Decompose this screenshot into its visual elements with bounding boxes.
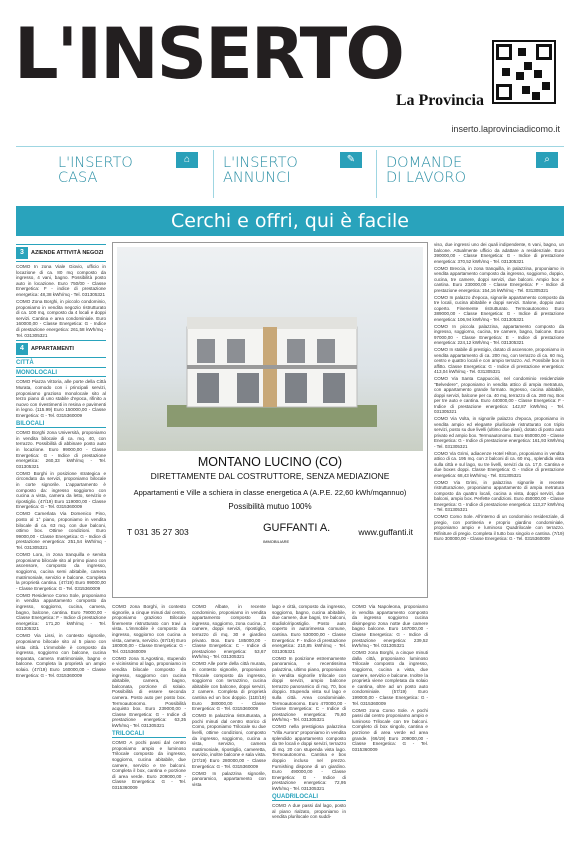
pencil-icon[interactable]: ✎ (340, 152, 362, 168)
section-number: 4 (16, 343, 28, 355)
section-label: AZIENDE ATTIVITÀ NEGOZI (31, 250, 104, 256)
subsection-title: MONOLOCALI (16, 371, 106, 378)
logo: L'INSERTO (14, 13, 403, 95)
banner: Cerchi e offri, qui è facile (16, 206, 564, 236)
section-header (16, 244, 106, 262)
listing: COMO Zona Borghi, in piccolo condominio, proponiamo in vendita negozio ristrutturato di ca. 100 mq, composto da 4 locali e doppi servizi. Cantina e area condominiale. Euro 160000,00 - Classe Energetica: G - Indice di prestazione energetica: 261,58 kWh/mq - Tel. 031305321 (16, 299, 106, 338)
search-icon[interactable]: ⌕ (536, 152, 558, 168)
ad-company-logo (263, 523, 330, 547)
subsection-title: BILOCALI (16, 422, 106, 429)
listing: COMO Borghi in posizione strategica e circondato da servizi, proponiamo bilocale in corte signorile. L'appartamento è composto da: ingresso soggiorno con cucina a vista, camera da letto, servizio e ripostiglio. (47/19) Euro 119000,00 - Classe Energetica: G - Tel. 0315360009 (16, 470, 106, 510)
nav-lavoro[interactable] (386, 150, 526, 206)
ad-phone[interactable]: T 031 35 27 303 (127, 527, 189, 537)
lower-column-3 (272, 604, 346, 821)
listing: COMO Via Grimi, adiacenze Hotel Hilton, proponiamo in vendita attico di ca. 195 mq. con 2 balconi di ca. 60 mq., splendida vista sulla città e sul lago, su tre livelli, servizi da ca. 17,0. Cantina e due boxes doppi. Classe Energetica: G - Indice di prestazione energetica: 68,43 kWh/mq - Tel. 031305321 (434, 450, 564, 478)
house-illustration (167, 287, 377, 427)
listing: viso, due ingressi uno dei quali indipendente, 6 vani, bagno, un balcone. Attualmente ufficio da adattare a residenziale. Euro 390000,00 - Classe Energetica: G - Indice di prestazione energetica: 370,52 kWh/mq - Tel. 031305321 (434, 242, 564, 264)
nav-annunci-line2: ANNUNCI (223, 170, 291, 186)
listing: COMO In stabile di prestigio, dotato di ascensore, proponiamo in vendita appartamento di ca. 200 mq, con terrazzo di ca. 60 mq, centro e quattro locali e con ampio terrazzo. Ad. Possibile box in affitto. Classe Energetica: G - Indice di prestazione energetica: 413,04 kWh/mq - Tel. 031305321 (434, 347, 564, 374)
listing: COMO In palazzina ristrutturata, a pochi minuti dal centro storico di Como, proponiamo Trilocale su due livelli, ottime condizioni, composto da ingresso, soggiorno, cucina a vista, servizio, camera matrimoniale, ripostiglio, cameretta, servizio, inoltre balcone e sala vista. (27/19) Euro 280000,00 - Classe Energetica: G - Tel. 0315360009 (192, 713, 266, 769)
listing: COMO Via Napoleona, proponiamo in vendita appartamento composto da ingresso soggiorno cucina disimpegno zona notte due camere bagno balcone. Euro 167000,00 - Classe Energetica: G - Indice di prestazione energetica: 239,52 kWh/mq - Tel. 031305321 (352, 604, 428, 649)
ad-website[interactable]: www.guffanti.it (358, 527, 413, 537)
listing: COMO A pochi passi dal centro proponiamo ampio e luminoso Trilocale composto da ingresso, soggiorno, cucina abitabile, due camere, servizio e tre balconi. Completa il box, cantina e porzione di area verde. Euro 209000,00 - Classe Energetica: G - Tel. 0315360009 (112, 740, 186, 790)
listing: COMO zona Como Sole. A pochi passi dal centro proponiamo ampio e luminoso Trilocale con tre balconi. Completo di box singolo, cantina e porzione di area verde ed area grande. (66/19) Euro 209000,00 - Classe Energetica: G - Tel. 0315360009 (352, 707, 428, 752)
listing: COMO Lora, in zona tranquilla e servita proponiamo bilocale sito al primo piano con ascensore, composto da ingresso, soggiorno, cucina semi abitabile, camera matrimoniale, servizio e balcone. Completa la proprietà cantina. (47/19) Euro 99000,00 - Classe Energetica: G - Tel. 0315360009 (16, 552, 106, 591)
listing: COMO Via Santa Cappuccini, nel condominio residenziale "Belvedere", proponiamo in vendita attico di ampia metratura, con appartamento grande formato. Ingresso, cucina abitabile, doppi servizi, balcone per ca. 40 mq, terrazzo di ca. 280 mq. Box per tre auto e cantina. Euro 440000,00 - Classe Energetica: F - Indice di prestazione energetica: 142,87 kWh/mq - Tel. 031305321 (434, 376, 564, 414)
listing: COMO In zona Viale Giovio, ufficio in locazione di ca. 80 mq composto da ingresso, 4 vani, bagno. Possibilità posto auto in locazione. Euro 750/00 - Classe Energetica: F - indice di prestazione energetica: 48,38 kWh/mq - Tel. 031305321 (16, 264, 106, 297)
nav-casa-line1: L'INSERTO (58, 155, 133, 171)
listing: COMO In palazzina signorile, panoramico, appartamento con vista (192, 770, 266, 787)
company-name: GUFFANTI A. (263, 522, 331, 534)
ad-title: MONTANO LUCINO (CO) (197, 455, 343, 469)
ad-photo (117, 247, 423, 451)
listing: COMO In piccola palazzina, appartamento composto da ingresso, soggiorno, cucina, tre camere, bagno, balcone. Euro 97000,00 - Classe Energetica: E - Indice di prestazione energetica: 224,12 kWh/mq - Tel. 031305321 (434, 323, 564, 345)
listing: COMO Breccia, in zona tranquilla, in palazzina, proponiamo in vendita appartamento composto da ingresso, soggiorno, doppio, cucina, tre camere, doppi servizi, due balconi. Ampio box e cantina. Euro 230000,00 - Classe Energetica: F - Indice di prestazione energetica: 154,16 kWh/mq - Tel. 031305321 (434, 265, 564, 293)
nav-separator (213, 150, 214, 198)
listing: COMO zona S.Agostino, stupendo e vicinissimo al lago, proponiamo in vendita bilocale composto da ingresso, soggiorno con cucina abitabile, camera, bagno, balconata, porzione di solaio. Possibilità di essere seconda camera. Posto auto per posto box. Termoautonomo. Possibilità acquisto box. Euro 239000,00 - Classe Energetica: G - Indice di prestazione energetica: 63,35 kWh/mq - Tel. 031305321 (112, 655, 186, 728)
section-header (16, 340, 106, 358)
section-nav (58, 150, 566, 206)
lower-column-4 (352, 604, 428, 754)
listing: COMO A due passi dal lago, posto al piano rialzato, proponiamo in vendita plurilocale con suddi- (272, 803, 346, 820)
listing: COMO nella prestigiosa palazzina "Villa Aurora" proponiamo in vendita splendido appartamento composto da tre locali e doppi servizi, terrazzo di mq. 20 con stupenda vista lago. Termoautonomo. Cantina e box doppio incluso nel prezzo. Furnishing dispone di un giardino. Euro 490000,00 - Classe Energetica: G - Indice di prestazione energetica: 72,95 kWh/mq - Tel. 031305321 (272, 724, 346, 791)
section-number: 3 (16, 247, 28, 259)
ad-subtitle: DIRETTAMENTE DAL COSTRUTTORE, SENZA MEDIAZIONE (150, 471, 390, 481)
nav-annunci-line1: L'INSERTO (223, 155, 298, 171)
subsection-title: CITTÀ (16, 361, 106, 368)
nav-separator (376, 150, 377, 198)
qr-code (492, 40, 556, 104)
company-sub: IMMOBILIARE (263, 539, 290, 544)
listing: COMO Via Grimi, in palazzina signorile in recente ristrutturazione, proponiamo appartamento di ampia metratura composto da quattro locali, cucina a vista, doppi servizi, due balconi, ampio box. Perfette condizioni. Euro 450000,00 - Classe Energetica: G - Indice di prestazione energetica: 113,27 kWh/mq - Tel. 031305321 (434, 479, 564, 512)
brand-name: La Provincia (395, 92, 484, 109)
listing: COMO Camerlata Via Domenico Pino, posto al 1° piano, proponiamo in vendita bilocale di ca. 63 mq. con due balconi, ottimo box. Ottime condizioni. Euro 99000,00 - Classe Energetica: G - Indice di prestazione energetica: 251,54 kWh/mq - Tel. 031305321 (16, 511, 106, 551)
listing: COMO In posizione estremamente panoramica, e recentissima palazzina, ultimo piano, proponiamo in vendita signorile trilocale con doppi servizi, ampio balcone terrazzo panoramico di mq. 70, box doppio. Stupenda vista sul lago e sulla città. Area condominiale. Termoautonomo. Euro 470000,00 - Classe Energetica: C - Indice di prestazione energetica: 75,60 kWh/mq - Tel. 031305321 (272, 655, 346, 723)
listing: COMO Residence Como Sole, proponiamo in vendita appartamento composto da ingresso, soggiorno, cucina, camera, bagno, balcone, cantina. Euro 79000,00 - Classe Energetica: F - Indice di prestazione energetica: 171,20 kWh/mq - Tel. 031305321 (16, 592, 106, 632)
home-icon[interactable]: ⌂ (176, 152, 198, 168)
listing: lago e città, composto da ingresso, soggiorno, bagno, cucina abitabile, due camere, due bagni, tre balconi, studiolo/ripostiglio. Posto auto coperto in autorimessa comune, cantina. Euro 530000,00 - Classe Energetica: F - Indice di prestazione energetica: 210,85 kWh/mq - Tel. 031305321 (272, 604, 346, 654)
right-column (434, 242, 564, 543)
listing: COMO Alle porte della città murata, in contesto signorile, proponiamo Trilocale composto da ingresso, soggiorno con terrazzino, cucina abitabile con balcone, doppi servizi, 2 camere. Completa di proprietà cantina ed un box doppio. (11E/19) Euro 380000,00 - Classe Energetica: G - Tel. 0315360009 (192, 661, 266, 712)
advertisement[interactable] (112, 242, 428, 598)
listing: COMO zona Borghi, a cinque minuti dalla città, proponiamo luminoso Trilocale composto da ingresso, soggiorno, cucina a vista, due camere, servizio e balcone. Inoltre la proprietà viene completata da solaio e cantina, oltre ad un posto auto condominiale. (57/19) Euro 199000,00 - Classe Energetica: G - Tel. 0315360009 (352, 650, 428, 706)
listing: COMO Piazza Vittoria, alle porte della Città Murata, comodo con i principali servizi, proponiamo grazioso monolocale sito al terzo piano di uno stabile d'epoca, rifinito a nuovo con rivestimenti in resina e pavimenti in legno. (115.99) Euro 150000,00 - Classe Energetica: G - Tel. 0315360009 (16, 379, 106, 418)
left-column (16, 242, 106, 680)
subsection-title: TRILOCALI (112, 732, 186, 739)
ad-description: Appartamenti e Ville a schiera in classe energetica A (A.P.E. 22,60 kWh/mqannuo) (133, 488, 407, 497)
listing: COMO Borghi zona Università, proponiamo in vendita bilocale di ca. mq. 40, con terrazzo. Possibilità di abbinare posto auto in locazione. Euro 99000,00 - Classe Energetica: G - Indice di prestazione energetica: 260,33 kWh/mq - Tel. 031305321 (16, 430, 106, 469)
divider (16, 146, 564, 147)
listing: COMO Albate, in recente condominio, proponiamo in vendita appartamento composto da ingresso, soggiorno, zona cucina, 2 camere, doppi servizi, ripostiglio, terrazzo di mq. 30 e giardino privato. Box. Euro 185000,00 - Classe Energetica: C - Indice di prestazione energetica: 53,67 kWh/mq - Tel. 031305321 (192, 604, 266, 660)
site-url[interactable]: inserto.laprovinciadicomo.it (451, 124, 560, 134)
nav-casa-line2: CASA (58, 170, 98, 186)
nav-lavoro-line2: DI LAVORO (386, 170, 467, 186)
listing: COMO In palazzo d'epoca, signorile appartamento composto da tre locali, cucina abitabile e doppi servizi. Salone, doppio auto coperto. Finemente ristrutturato. Termoautonomo Euro 389000,00 - Classe Energetica: G - Indice di prestazione energetica: 106,94 kWh/mq - Tel. 031305321 (434, 294, 564, 322)
subsection-title: QUADRILOCALI (272, 795, 346, 802)
ad-mutuo: Possibilità mutuo 100% (228, 502, 312, 511)
listing: COMO Via Volta, in signorile palazzo d'epoca, proponiamo in vendita ampio ed elegante plurilocale ristrutturato con triplo servizi, posto su due livelli (ultimo due piani), dotato di posto auto privato ed ampio box. Termoautonomo. Euro 650000,00 - Classe Energetica: G - Indice di prestazione energetica: 161,93 kWh/mq - Tel. 031305321 (434, 416, 564, 449)
lower-column-1 (112, 604, 186, 792)
listing: COMO zona Borghi, in contesto signorile, a cinque minuti dal centro, proponiamo grazioso Bilocale finemente ristrutturato con travi a vista. L'immobile è composto da ingresso, soggiorno con cucina a vista, camera, servizio. (67/19) Euro 180000,00 - Classe Energetica: G - Tel. 0315360009 (112, 604, 186, 654)
listing: COMO Via Lissi, in contesto signorile, proponiamo bilocale sito al 5 piano con vista città. L'immobile è composto da ingresso, soggiorno con balcone, cucina separata, camera matrimoniale, bagno e balcone. Completa la proprietà un ampio solaio. (47/19) Euro 160000,00 - Classe Energetica: G - Tel. 0315360009 (16, 633, 106, 678)
section-label: APPARTAMENTI (31, 346, 74, 353)
listing: COMO Como Sole. All'interno di un condominio residenziale, di pregio, con portineria e proprio giardino condominiale, proponiamo ampio e luminoso Quadrilocale con terrazzo. Rifiniture di pregio. Completa il tutto box singolo e cantina. (7/19) Euro 300000,00 - Classe Energetica: G - Tel. 0315360009 (434, 514, 564, 541)
nav-lavoro-line1: DOMANDE (386, 155, 463, 171)
lower-column-2 (192, 604, 266, 789)
